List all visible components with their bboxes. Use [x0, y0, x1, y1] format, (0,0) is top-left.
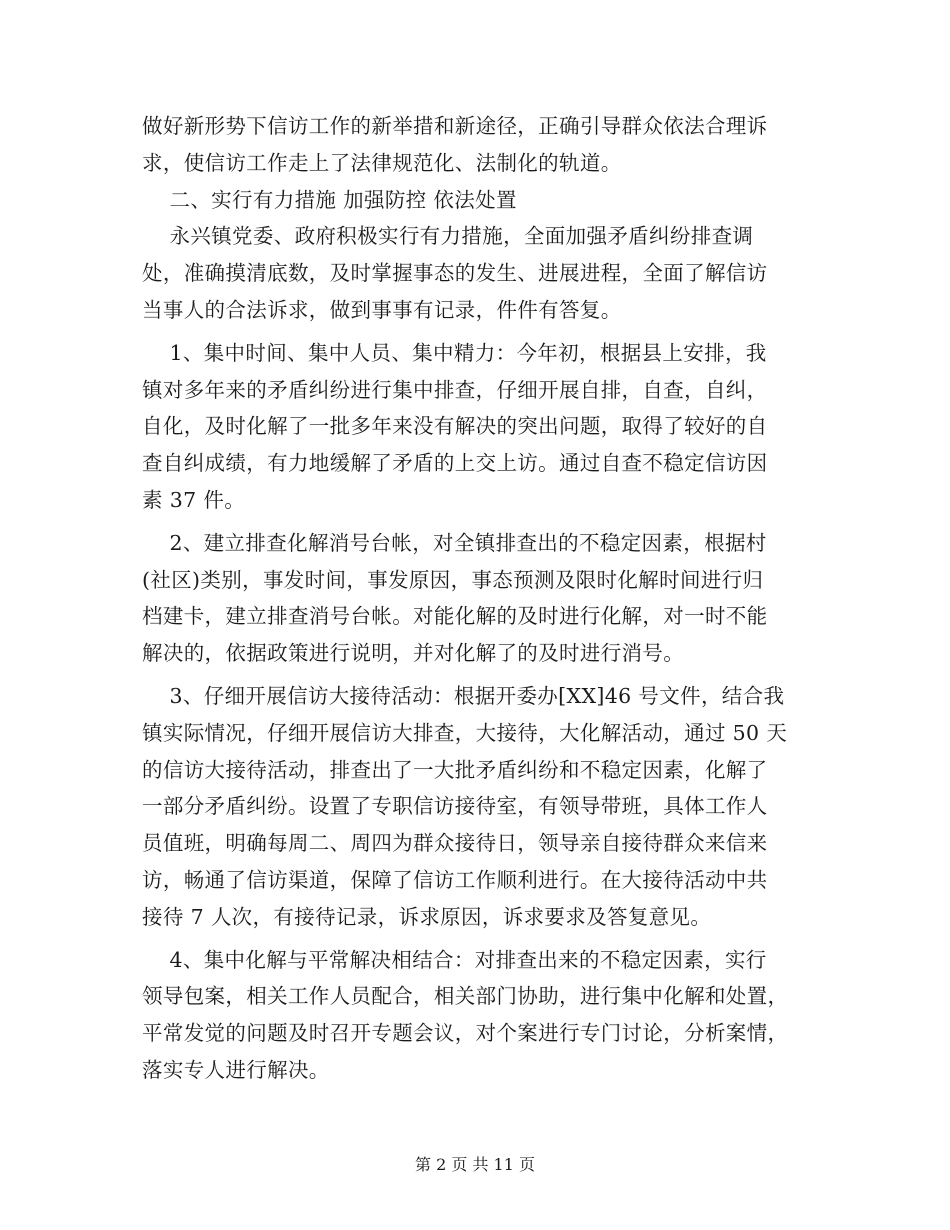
text-line: 1、集中时间、集中人员、集中精力：今年初，根据县上安排，我 [142, 340, 767, 365]
text-line: 3、仔细开展信访大接待活动：根据开委办[XX]46 号文件，结合我 [142, 683, 785, 708]
text-line: 镇实际情况，仔细开展信访大排查，大接待，大化解活动，通过 50 天 [142, 720, 788, 745]
text-line: 处，准确摸清底数，及时掌握事态的发生、进展进程，全面了解信访 [142, 261, 768, 286]
page-number: 第 2 页 共 11 页 [415, 1155, 535, 1174]
text-line: 解决的，依据政策进行说明，并对化解了的及时进行消号。 [142, 641, 685, 666]
section-heading [142, 182, 814, 219]
text-line: (社区)类别，事发时间，事发原因，事态预测及限时化解时间进行归 [142, 567, 764, 592]
paragraph-item-2 [142, 525, 814, 672]
paragraph-item-3 [142, 678, 814, 936]
text-line: 访，畅通了信访渠道，保障了信访工作顺利进行。在大接待活动中共 [142, 867, 768, 892]
text-line: 领导包案，相关工作人员配合，相关部门协助，进行集中化解和处置， [142, 984, 789, 1009]
text-line: 素 37 件。 [142, 487, 246, 512]
text-line: 员值班，明确每周二、周四为群众接待日，领导亲自接待群众来信来 [142, 831, 768, 856]
paragraph-item-4 [142, 942, 814, 1089]
text-line: 2、建立排查化解消号台帐，对全镇排查出的不稳定因素，根据村 [142, 530, 767, 555]
text-line: 镇对多年来的矛盾纠纷进行集中排查，仔细开展自排，自查，自纠， [142, 377, 768, 402]
text-line: 求，使信访工作走上了法律规范化、法制化的轨道。 [142, 150, 622, 175]
text-line: 落实专人进行解决。 [142, 1057, 330, 1082]
paragraph-intro [142, 108, 814, 182]
document-body [142, 108, 814, 1089]
text-line: 平常发觉的问题及时召开专题会议，对个案进行专门讨论，分析案情， [142, 1021, 789, 1046]
text-line: 一部分矛盾纠纷。设置了专职信访接待室，有领导带班，具体工作人 [142, 794, 768, 819]
text-line: 自化，及时化解了一批多年来没有解决的突出问题，取得了较好的自 [142, 414, 768, 439]
text-line: 接待 7 人次，有接待记录，诉求原因，诉求要求及答复意见。 [142, 904, 712, 929]
paragraph-a [142, 218, 814, 328]
text-line: 永兴镇党委、政府积极实行有力措施，全面加强矛盾纠纷排查调 [142, 224, 754, 249]
heading-line: 二、实行有力措施 加强防控 依法处置 [142, 187, 517, 212]
paragraph-item-1 [142, 335, 814, 519]
text-line: 4、集中化解与平常解决相结合：对排查出来的不稳定因素，实行 [142, 947, 767, 972]
text-line: 的信访大接待活动，排查出了一大批矛盾纠纷和不稳定因素，化解了 [142, 757, 768, 782]
text-line: 做好新形势下信访工作的新举措和新途径，正确引导群众依法合理诉 [142, 114, 768, 138]
text-line: 当事人的合法诉求，做到事事有记录，件件有答复。 [142, 297, 622, 322]
text-line: 档建卡，建立排查消号台帐。对能化解的及时进行化解，对一时不能 [142, 604, 768, 629]
text-line: 查自纠成绩，有力地缓解了矛盾的上交上访。通过自查不稳定信访因 [142, 451, 768, 476]
